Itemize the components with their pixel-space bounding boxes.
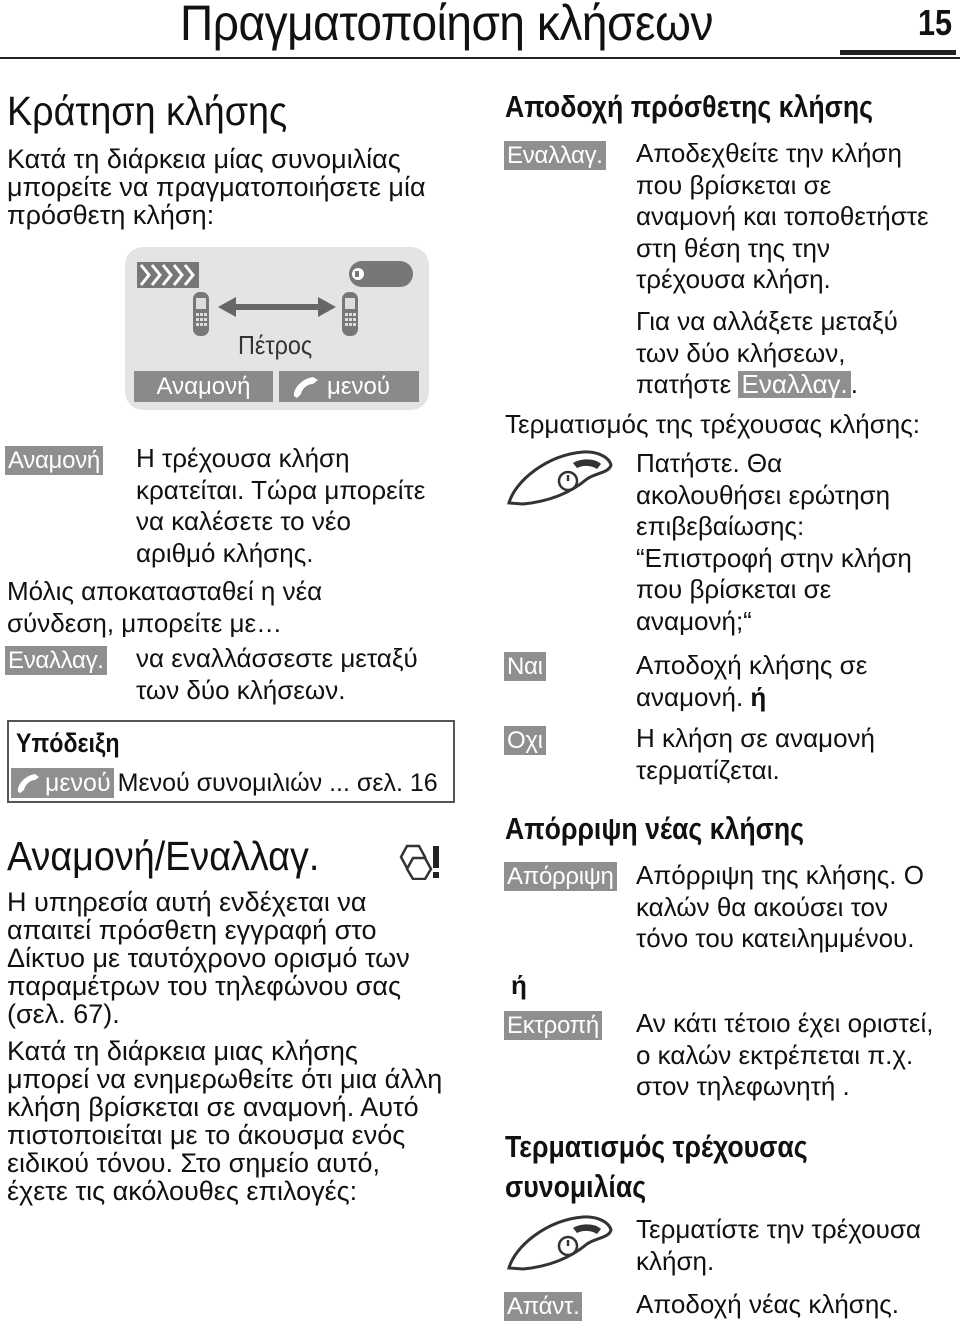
text-line: των δύο κλήσεων, (636, 337, 846, 368)
text-line: “Επιστροφή στην κλήση (636, 542, 912, 573)
text-line: απαιτεί πρόσθετη εγγραφή στο (7, 915, 377, 945)
text-line: έχετε τις ακόλουθες επιλογές: (7, 1176, 358, 1206)
softkey-menu-label: μενού (327, 373, 390, 400)
text-line: στη θέση της την (636, 232, 830, 263)
call-hold-arrows-icon (137, 262, 199, 288)
header-rule (0, 57, 960, 59)
toggle-end-text: . (850, 369, 858, 399)
key-swap-accept[interactable]: Εναλλαγ. (504, 141, 606, 170)
phone-handset-icon (191, 292, 211, 336)
key-reject[interactable]: Απόρριψη (504, 862, 617, 891)
key-divert[interactable]: Εκτροπή (504, 1011, 602, 1040)
text-line: Αποδοχή κλήσης σε (636, 650, 868, 680)
text-line: Κατά τη διάρκεια μίας συνομιλίας (7, 144, 401, 174)
waiting-para2 (7, 1037, 442, 1205)
text-line: μπορεί να ενημερωθείτε ότι μια άλλη (7, 1064, 443, 1094)
end-current-desc (636, 448, 912, 637)
heading-line: Τερματισμός τρέχουσας (505, 1129, 808, 1164)
phone-display (125, 247, 429, 410)
text-line: τερματίζεται. (636, 754, 780, 785)
accept-desc (636, 138, 929, 296)
toggle-press-text: πατήστε (636, 369, 732, 399)
key-yes[interactable]: Ναι (504, 652, 546, 681)
swap-desc (136, 643, 418, 706)
text-line (636, 369, 898, 401)
heading-line: συνομιλίας (505, 1169, 647, 1204)
text-line: μπορείτε να πραγματοποιήσετε μία (7, 172, 426, 202)
text-line: στον τηλεφωνητή . (636, 1071, 850, 1101)
end-current-label: Τερματισμός της τρέχουσας κλήσης: (505, 409, 921, 439)
text-line: παραμέτρων του τηλεφώνου σας (7, 971, 401, 1001)
text-line: Δίκτυο με ταυτόχρονο ορισμό των (7, 943, 410, 973)
key-menu[interactable] (11, 768, 114, 798)
end-call-key-icon[interactable] (505, 449, 615, 507)
text-line: Απόρριψη της κλήσης. Ο (636, 860, 924, 890)
key-no[interactable]: Οχι (504, 726, 546, 755)
hold-desc (136, 443, 425, 569)
text-line: αναμονή και τοποθετήστε (636, 201, 929, 231)
reject-desc (636, 860, 924, 955)
text-line: ακολουθήσει ερώτηση (636, 479, 891, 510)
end-section-heading (505, 1127, 808, 1207)
hold-intro (7, 145, 426, 229)
toggle-desc (636, 306, 898, 401)
answer-desc: Αποδοχή νέας κλήσης. (636, 1289, 900, 1319)
text-line: πιστοποιείται με το άκουσμα ενός (7, 1120, 406, 1150)
page-number-bar (840, 50, 956, 55)
divert-desc (636, 1008, 934, 1103)
text-line: που βρίσκεται σε (636, 574, 832, 604)
text-line: Για να αλλάξετε μεταξύ (636, 306, 898, 336)
key-menu-label: μενού (45, 768, 111, 797)
phone-handset-icon (340, 292, 360, 336)
double-arrow-icon (218, 295, 336, 319)
network-service-icon (393, 842, 441, 880)
key-answer[interactable]: Απάντ. (504, 1292, 582, 1321)
accept-heading: Αποδοχή πρόσθετης κλήσης (505, 89, 874, 124)
text-line: ο καλών εκτρέπεται π.χ. (636, 1039, 914, 1070)
or-word: ή (511, 970, 527, 1000)
text-line: ειδικού τόνου. Στο σημείο αυτό, (7, 1148, 381, 1178)
waiting-heading: Αναμονή/Εναλλαγ. (7, 833, 320, 879)
text-line: κρατείται. Τώρα μπορείτε (136, 474, 426, 505)
tip-line (11, 768, 438, 798)
tip-title: Υπόδειξη (16, 728, 120, 758)
text-line: Αν κάτι τέτοιο έχει οριστεί, (636, 1008, 934, 1038)
text-line: Η υπηρεσία αυτή ενδέχεται να (7, 887, 367, 917)
text-line: Μόλις αποκατασταθεί η νέα (7, 576, 323, 606)
text-line (636, 682, 867, 714)
battery-icon (349, 261, 413, 287)
text-line: να εναλλάσσεστε μεταξύ (136, 643, 418, 673)
text-line: κλήση. (636, 1245, 715, 1276)
key-swap[interactable]: Εναλλαγ. (5, 646, 107, 675)
call-handset-icon (291, 375, 321, 399)
hold-heading: Κράτηση κλήσης (7, 88, 288, 134)
text-line: Κατά τη διάρκεια μιας κλήσης (7, 1036, 358, 1066)
key-hold[interactable]: Αναμονή (5, 446, 103, 475)
text-line: πρόσθετη κλήση: (7, 200, 215, 230)
text-line: Πατήστε. Θα (636, 448, 783, 478)
tip-box (7, 720, 455, 803)
softkey-hold[interactable]: Αναμονή (134, 371, 273, 402)
reject-heading: Απόρριψη νέας κλήσης (505, 811, 805, 846)
text-line: κλήση βρίσκεται σε αναμονή. Αυτό (7, 1092, 419, 1122)
text-line: αριθμό κλήσης. (136, 537, 314, 568)
text-line: Η κλήση σε αναμονή (636, 723, 876, 753)
yes-desc (636, 650, 867, 713)
text-span: αναμονή. (636, 681, 744, 712)
text-line: τρέχουσα κλήση. (636, 264, 831, 294)
after-text (7, 576, 322, 639)
key-swap-inline[interactable]: Εναλλαγ. (738, 371, 850, 398)
text-line: καλών θα ακούσει τον (636, 891, 888, 922)
text-line: (σελ. 67). (7, 999, 120, 1029)
page-number: 15 (918, 2, 953, 43)
text-line: να καλέσετε το νέο (136, 506, 351, 536)
text-line: Αποδεχθείτε την κλήση (636, 138, 902, 168)
end-section-desc (636, 1214, 921, 1277)
call-handset-icon (15, 772, 41, 794)
page-title: Πραγματοποίηση κλήσεων (180, 0, 714, 51)
no-desc (636, 723, 875, 786)
text-line: τόνο του κατειλημμένου. (636, 923, 915, 953)
text-line: Η τρέχουσα κλήση (136, 443, 350, 473)
page-header (0, 0, 960, 62)
tip-text: Μενού συνομιλιών ... σελ. 16 (117, 768, 438, 797)
caller-name: Πέτρος (238, 330, 313, 360)
text-line: σύνδεση, μπορείτε με… (7, 607, 283, 638)
text-line: Τερματίστε την τρέχουσα (636, 1214, 921, 1244)
text-line: των δύο κλήσεων. (136, 674, 346, 705)
waiting-para1 (7, 888, 410, 1028)
text-line: αναμονή;“ (636, 605, 752, 636)
softkey-menu[interactable] (279, 371, 419, 402)
or-word: ή (750, 681, 767, 712)
end-call-key-icon[interactable] (505, 1214, 615, 1272)
text-line: επιβεβαίωσης: (636, 511, 805, 541)
text-line: που βρίσκεται σε (636, 169, 832, 200)
